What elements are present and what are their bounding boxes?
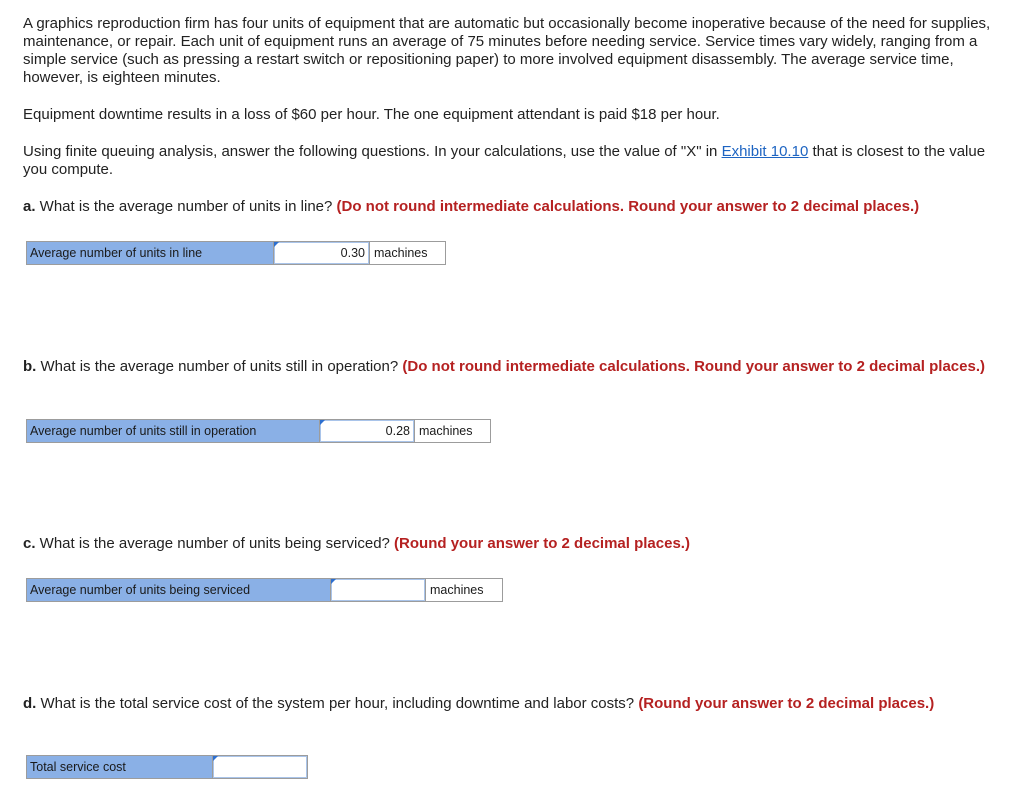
question-c	[23, 535, 993, 553]
answer-row-b	[26, 419, 491, 443]
answer-cell	[273, 241, 370, 265]
answer-row-c	[26, 578, 503, 602]
question-d	[23, 695, 993, 713]
answer-cell	[212, 755, 308, 779]
rounding-instruction: (Do not round intermediate calculations. Round your answer to 2 decimal places.)	[336, 198, 920, 215]
answer-row-d	[26, 755, 308, 779]
question-letter: d.	[23, 695, 37, 712]
rounding-instruction: (Do not round intermediate calculations. Round your answer to 2 decimal places.)	[402, 358, 985, 375]
question-letter: b.	[23, 358, 37, 375]
answer-row-a	[26, 241, 446, 265]
rounding-instruction: (Round your answer to 2 decimal places.)	[638, 695, 935, 712]
question-text: What is the average number of units still in operation?	[36, 358, 403, 375]
answer-cell	[330, 578, 426, 602]
question-letter: c.	[23, 535, 36, 552]
unit-label: machines	[370, 241, 446, 265]
cell-marker-icon	[213, 756, 218, 761]
problem-description: A graphics reproduction firm has four units of equipment that are automatic but occasionally become inoperative because of the need for supplies, maintenance, or repair. Each unit of equipment runs an average of 75 minutes before needing service. Service times vary widely, ranging from a simple service (such as pressing a restart switch or repositioning paper) to more involved equipment disassembly. The average service time, however, is eighteen minutes.	[23, 15, 991, 86]
question-text: What is the average number of units in line?	[35, 198, 337, 215]
answer-label: Average number of units in line	[26, 241, 273, 265]
answer-label: Average number of units being serviced	[26, 578, 330, 602]
instructions-text-after: that is closest to the value you compute.	[23, 143, 986, 178]
rounding-instruction: (Round your answer to 2 decimal places.)	[394, 535, 690, 552]
total-service-cost-input[interactable]	[213, 756, 307, 778]
unit-label: machines	[415, 419, 491, 443]
units-being-serviced-input[interactable]	[331, 579, 425, 601]
instructions-paragraph	[23, 143, 993, 179]
cell-marker-icon	[320, 420, 325, 425]
question-letter: a.	[23, 198, 36, 215]
cost-information: Equipment downtime results in a loss of $60 per hour. The one equipment attendant is paid $18 per hour.	[23, 106, 720, 123]
question-text: What is the total service cost of the system per hour, including downtime and labor costs?	[36, 695, 639, 712]
question-text: What is the average number of units being serviced?	[35, 535, 395, 552]
answer-cell	[319, 419, 415, 443]
units-in-line-input[interactable]	[274, 242, 369, 264]
cell-marker-icon	[331, 579, 336, 584]
unit-label: machines	[426, 578, 503, 602]
question-a	[23, 198, 993, 216]
units-in-operation-input[interactable]	[320, 420, 414, 442]
answer-label: Average number of units still in operation	[26, 419, 319, 443]
cell-marker-icon	[274, 242, 279, 247]
question-b	[23, 358, 993, 376]
exhibit-link[interactable]: Exhibit 10.10	[721, 143, 809, 160]
instructions-text-before: Using finite queuing analysis, answer the following questions. In your calculations, use the value of "X" in	[23, 143, 722, 160]
answer-label: Total service cost	[26, 755, 212, 779]
